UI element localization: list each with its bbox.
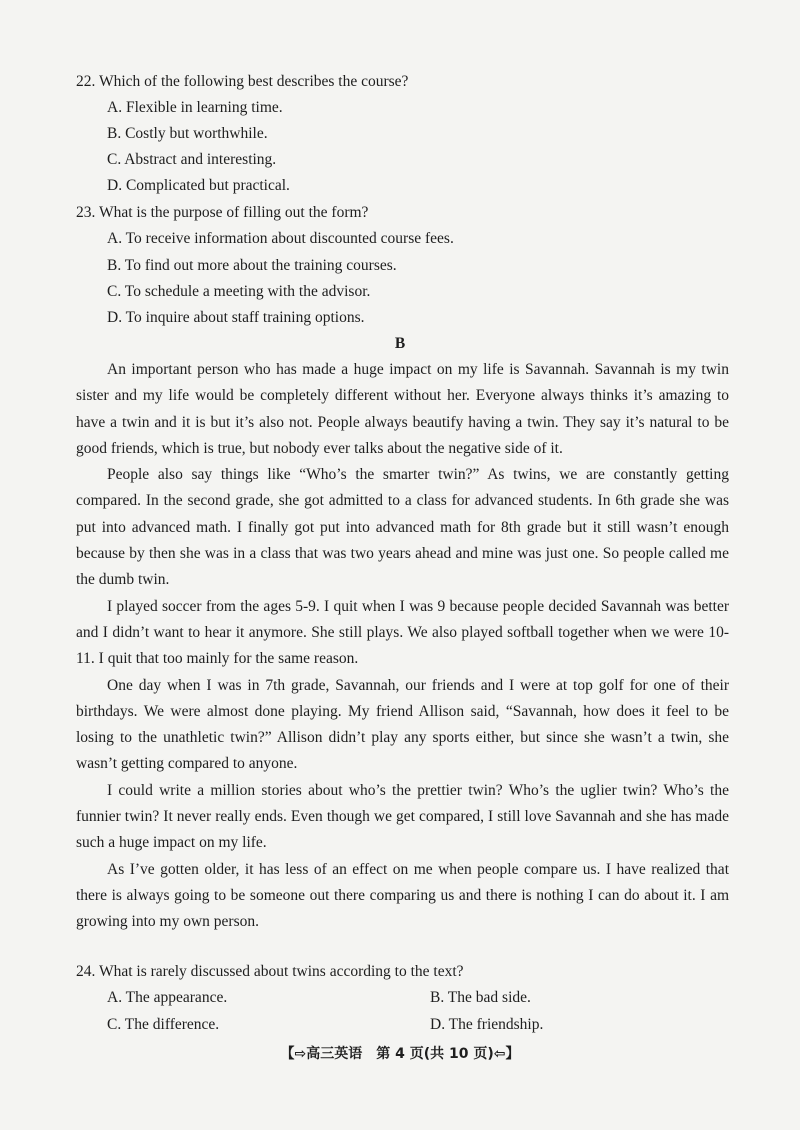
question-23-option-c: C. To schedule a meeting with the advisor. <box>107 283 371 300</box>
passage-paragraph: An important person who has made a huge impact on my life is Savannah. Savannah is my twin sister and my life would be completely different without her. Everyone always thinks it’s amazing to have a twin and it is but it’s also not. People always beautify having a twin. They say it’s natural to be good friends, which is true, but nobody ever talks about the negative side of it. <box>76 361 729 457</box>
passage-paragraph: I could write a million stories about who’s the prettier twin? Who’s the uglier twin? Who’s the funnier twin? It never really ends. Even though we get compared, I still love Savannah and she has made such a huge impact on my life. <box>76 781 729 852</box>
passage-paragraph: People also say things like “Who’s the smarter twin?” As twins, we are constantly getting compared. In the second grade, she got admitted to a class for advanced students. In 6th grade she was put into advanced math. I finally got put into advanced math for 8th grade but it still wasn’t enough because by then she was in a class that was two years ahead and mine was just one. So people called me the dumb twin. <box>76 466 729 589</box>
passage-b <box>76 357 729 936</box>
page-footer: 【⇨高三英语 第 4 页(共 10 页)⇦】 <box>280 1046 520 1062</box>
question-22-option-b: B. Costly but worthwhile. <box>107 125 268 142</box>
question-24-option-b: B. The bad side. <box>430 989 531 1006</box>
passage-paragraph: One day when I was in 7th grade, Savannah, our friends and I were at top golf for one of their birthdays. We were almost done playing. My friend Allison said, “Savannah, how does it feel to be losing to the unathletic twin?” Allison didn’t play any sports either, but since she wasn’t a twin, she wasn’t getting compared to anyone. <box>76 676 729 773</box>
question-22-option-d: D. Complicated but practical. <box>107 177 290 194</box>
passage-paragraph: I played soccer from the ages 5-9. I quit when I was 9 because people decided Savannah was better and I didn’t want to hear it anymore. She still plays. We also played softball together when we were 10-11. I quit that too mainly for the same reason. <box>76 597 729 668</box>
section-b-heading: B <box>394 335 406 352</box>
question-24-option-a: A. The appearance. <box>107 989 228 1006</box>
question-23-stem: 23. What is the purpose of filling out the form? <box>76 204 369 221</box>
question-23-option-b: B. To find out more about the training courses. <box>107 257 397 274</box>
question-24-option-c: C. The difference. <box>107 1016 220 1033</box>
question-23-option-a: A. To receive information about discounted course fees. <box>107 230 454 247</box>
question-23-option-d: D. To inquire about staff training options. <box>107 309 365 326</box>
passage-paragraph: As I’ve gotten older, it has less of an effect on me when people compare us. I have realized that there is always going to be someone out there comparing us and there is nothing I can do about it. I am growing into my own person. <box>76 860 729 931</box>
question-22-option-a: A. Flexible in learning time. <box>107 99 283 116</box>
question-24-option-d: D. The friendship. <box>430 1016 544 1033</box>
question-22-stem: 22. Which of the following best describes the course? <box>76 73 409 90</box>
question-22-option-c: C. Abstract and interesting. <box>107 151 277 168</box>
question-24-stem: 24. What is rarely discussed about twins according to the text? <box>76 963 464 980</box>
